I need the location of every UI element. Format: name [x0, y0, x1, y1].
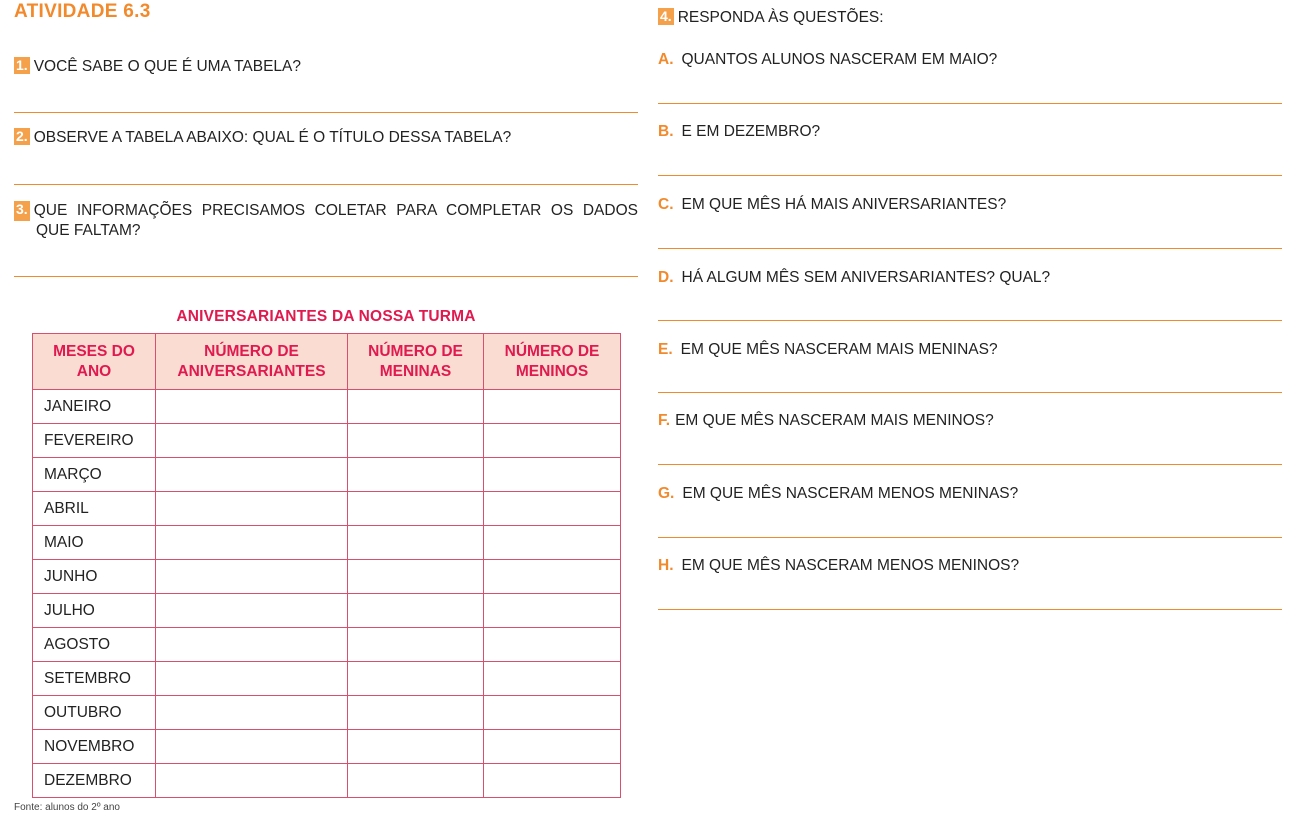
answer-line-b[interactable]: [658, 175, 1282, 176]
birthdays-cell[interactable]: [156, 390, 348, 424]
girls-cell[interactable]: [348, 628, 484, 662]
question-3: [14, 201, 638, 241]
question-text: EM QUE MÊS NASCERAM MENOS MENINAS?: [682, 485, 1019, 502]
birthdays-cell[interactable]: [156, 662, 348, 696]
boys-cell[interactable]: [484, 492, 621, 526]
birthday-table: [32, 333, 621, 798]
question-a: [658, 50, 997, 70]
question-letter: E.: [658, 341, 673, 358]
question-4-heading: [658, 8, 884, 28]
table-row: [33, 390, 621, 424]
table-row: [33, 458, 621, 492]
answer-line-g[interactable]: [658, 537, 1282, 538]
table-row: [33, 526, 621, 560]
question-b: [658, 122, 820, 142]
girls-cell[interactable]: [348, 492, 484, 526]
girls-cell[interactable]: [348, 526, 484, 560]
question-letter: H.: [658, 557, 674, 574]
header-birthdays: NÚMERO DE ANIVERSARIANTES: [156, 334, 348, 390]
boys-cell[interactable]: [484, 662, 621, 696]
question-text: EM QUE MÊS NASCERAM MAIS MENINOS?: [675, 412, 994, 429]
month-cell: OUTUBRO: [33, 696, 156, 730]
boys-cell[interactable]: [484, 458, 621, 492]
question-text-continued: QUE FALTAM?: [36, 222, 141, 239]
question-text: VOCÊ SABE O QUE É UMA TABELA?: [33, 58, 302, 75]
birthdays-cell[interactable]: [156, 764, 348, 798]
birthdays-cell[interactable]: [156, 628, 348, 662]
birthdays-cell[interactable]: [156, 424, 348, 458]
girls-cell[interactable]: [348, 390, 484, 424]
question-e: [658, 340, 998, 360]
header-boys: NÚMERO DE MENINOS: [484, 334, 621, 390]
question-text: OBSERVE A TABELA ABAIXO: QUAL É O TÍTULO DESSA TABELA?: [33, 129, 512, 146]
answer-line-h[interactable]: [658, 609, 1282, 610]
month-cell: FEVEREIRO: [33, 424, 156, 458]
header-months: MESES DO ANO: [33, 334, 156, 390]
answer-line-2[interactable]: [14, 184, 638, 185]
boys-cell[interactable]: [484, 730, 621, 764]
boys-cell[interactable]: [484, 424, 621, 458]
boys-cell[interactable]: [484, 594, 621, 628]
question-f: [658, 411, 994, 431]
answer-line-c[interactable]: [658, 248, 1282, 249]
answer-line-f[interactable]: [658, 464, 1282, 465]
question-text: RESPONDA ÀS QUESTÕES:: [677, 9, 884, 26]
answer-line-3[interactable]: [14, 276, 638, 277]
month-cell: MAIO: [33, 526, 156, 560]
girls-cell[interactable]: [348, 458, 484, 492]
question-text: QUANTOS ALUNOS NASCERAM EM MAIO?: [681, 51, 998, 68]
question-text: QUE INFORMAÇÕES PRECISAMOS COLETAR PARA COMPLETAR OS DADOS: [33, 202, 638, 219]
question-letter: F.: [658, 412, 671, 429]
girls-cell[interactable]: [348, 730, 484, 764]
birthdays-cell[interactable]: [156, 492, 348, 526]
month-cell: JUNHO: [33, 560, 156, 594]
birthdays-cell[interactable]: [156, 696, 348, 730]
birthdays-cell[interactable]: [156, 560, 348, 594]
question-number: 1.: [16, 57, 28, 73]
page-title: ATIVIDADE 6.3: [14, 1, 151, 22]
month-cell: DEZEMBRO: [33, 764, 156, 798]
question-letter: G.: [658, 485, 675, 502]
table-caption: ANIVERSARIANTES DA NOSSA TURMA: [176, 308, 476, 325]
question-h: [658, 556, 1019, 576]
girls-cell[interactable]: [348, 696, 484, 730]
question-text: EM QUE MÊS HÁ MAIS ANIVERSARIANTES?: [681, 196, 1007, 213]
birthdays-cell[interactable]: [156, 730, 348, 764]
boys-cell[interactable]: [484, 560, 621, 594]
question-letter: C.: [658, 196, 674, 213]
month-cell: JANEIRO: [33, 390, 156, 424]
question-number: 4.: [660, 8, 672, 24]
table-row: [33, 424, 621, 458]
header-girls: NÚMERO DE MENINAS: [348, 334, 484, 390]
answer-line-a[interactable]: [658, 103, 1282, 104]
question-number: 2.: [16, 128, 28, 144]
answer-line-d[interactable]: [658, 320, 1282, 321]
month-cell: NOVEMBRO: [33, 730, 156, 764]
answer-line-e[interactable]: [658, 392, 1282, 393]
month-cell: JULHO: [33, 594, 156, 628]
girls-cell[interactable]: [348, 560, 484, 594]
question-g: [658, 484, 1018, 504]
girls-cell[interactable]: [348, 424, 484, 458]
question-letter: D.: [658, 269, 674, 286]
girls-cell[interactable]: [348, 764, 484, 798]
table-row: [33, 594, 621, 628]
question-text: E EM DEZEMBRO?: [681, 123, 821, 140]
month-cell: AGOSTO: [33, 628, 156, 662]
table-header-row: [33, 334, 621, 390]
table-row: [33, 730, 621, 764]
birthdays-cell[interactable]: [156, 458, 348, 492]
boys-cell[interactable]: [484, 764, 621, 798]
birthdays-cell[interactable]: [156, 526, 348, 560]
table-row: [33, 628, 621, 662]
question-c: [658, 195, 1006, 215]
question-letter: A.: [658, 51, 674, 68]
question-text: HÁ ALGUM MÊS SEM ANIVERSARIANTES? QUAL?: [681, 269, 1051, 286]
boys-cell[interactable]: [484, 696, 621, 730]
boys-cell[interactable]: [484, 628, 621, 662]
girls-cell[interactable]: [348, 662, 484, 696]
birthdays-cell[interactable]: [156, 594, 348, 628]
table-row: [33, 696, 621, 730]
question-number: 3.: [14, 201, 30, 221]
month-cell: ABRIL: [33, 492, 156, 526]
girls-cell[interactable]: [348, 594, 484, 628]
table-row: [33, 662, 621, 696]
question-1: [14, 57, 301, 77]
question-letter: B.: [658, 123, 674, 140]
answer-line-1[interactable]: [14, 112, 638, 113]
question-d: [658, 268, 1050, 288]
question-text: EM QUE MÊS NASCERAM MAIS MENINAS?: [680, 341, 998, 358]
table-source: Fonte: alunos do 2º ano: [14, 802, 120, 813]
boys-cell[interactable]: [484, 526, 621, 560]
month-cell: SETEMBRO: [33, 662, 156, 696]
question-text: EM QUE MÊS NASCERAM MENOS MENINOS?: [681, 557, 1020, 574]
table-row: [33, 560, 621, 594]
table-row: [33, 764, 621, 798]
question-2: [14, 128, 511, 148]
table-row: [33, 492, 621, 526]
boys-cell[interactable]: [484, 390, 621, 424]
month-cell: MARÇO: [33, 458, 156, 492]
